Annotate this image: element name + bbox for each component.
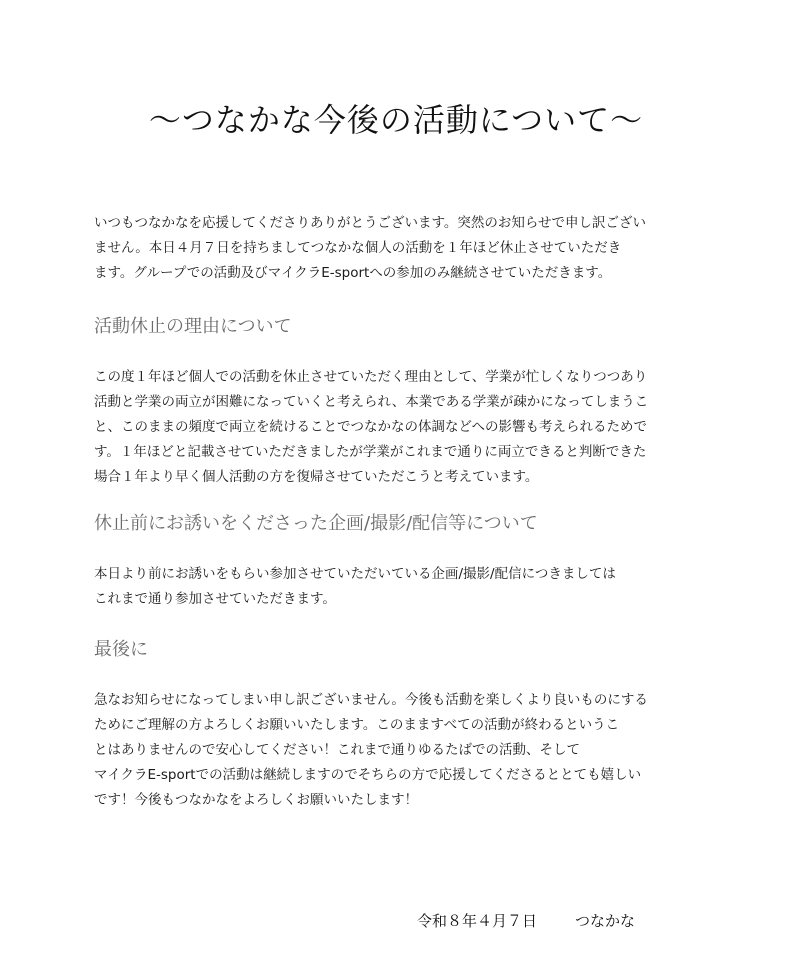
reason-paragraph — [94, 365, 698, 490]
reason-line: 場合１年より早く個人活動の方を復帰させていただこうと考えています。 — [94, 469, 539, 485]
signature — [417, 908, 635, 934]
closing-line: ためにご理解の方よろしくお願いいたします。このまますべての活動が終わるというこ — [94, 717, 620, 733]
closing-line: マイクラE-sportでの活動は継続しますのでそちらの方で応援してくださるととても嬉しい — [94, 767, 642, 783]
page-title: ～つなかな今後の活動について～ — [148, 101, 644, 139]
projects-line: 本日より前にお誘いをもらい参加させていただいている企画/撮影/配信につきましては — [94, 566, 616, 582]
intro-line: ます。グループでの活動及びマイクラE-sportへの参加のみ継続させていただきます。 — [94, 265, 612, 281]
reason-line: と、このままの頻度で両立を続けることでつなかなの体調などへの影響も考えられるためで — [94, 419, 647, 435]
closing-line: 急なお知らせになってしまい申し訳ございません。今後も活動を楽しくより良いものにする — [94, 692, 648, 708]
closing-line: とはありませんので安心してください！これまで通りゆるたばでの活動、そして — [94, 742, 580, 758]
section-heading-projects: 休止前にお誘いをくださった企画/撮影/配信等について — [94, 513, 538, 534]
section-heading-reason: 活動休止の理由について — [94, 316, 292, 337]
reason-line: この度１年ほど個人での活動を休止させていただく理由として、学業が忙しくなりつつあり — [94, 369, 648, 385]
closing-line: です！今後もつなかなをよろしくお願いいたします！ — [94, 792, 418, 808]
signature-name: つなかな — [575, 912, 636, 930]
projects-line: これまで通り参加させていただきます。 — [94, 591, 336, 607]
intro-line: ません。本日４月７日を持ちましてつなかな個人の活動を１年ほど休止させていただき — [94, 240, 622, 256]
projects-paragraph — [94, 562, 698, 612]
section-heading-closing: 最後に — [94, 639, 148, 660]
intro-line: いつもつなかなを応援してくださりありがとうございます。突然のお知らせで申し訳ござい — [94, 215, 647, 231]
reason-line: 活動と学業の両立が困難になっていくと考えられ、本業である学業が疎かになってしまうこ — [94, 394, 649, 410]
reason-line: す。１年ほどと記載させていただきましたが学業がこれまで通りに両立できると判断できた — [94, 444, 647, 460]
intro-paragraph — [94, 211, 698, 286]
signature-date: 令和８年４月７日 — [417, 912, 538, 930]
closing-paragraph — [94, 688, 698, 813]
